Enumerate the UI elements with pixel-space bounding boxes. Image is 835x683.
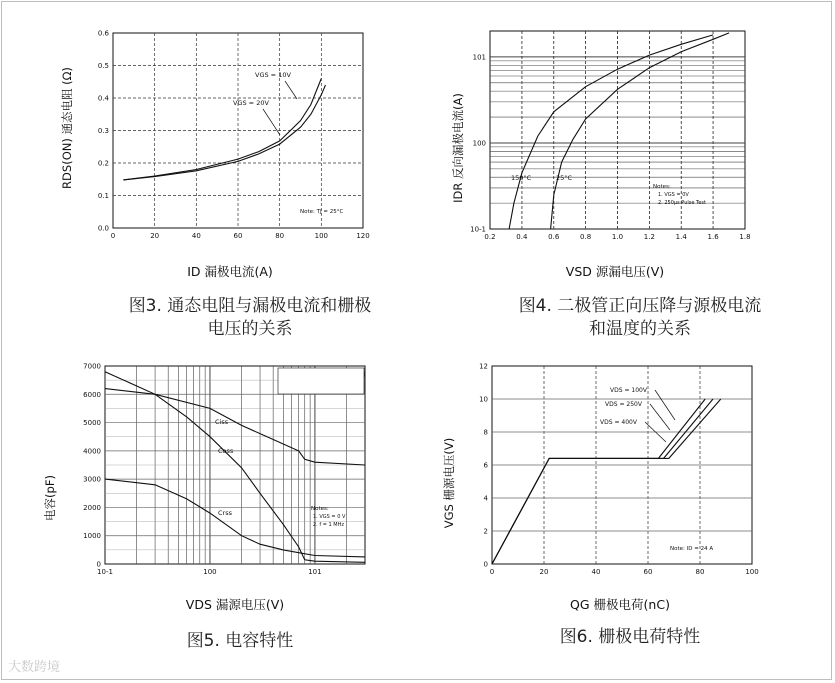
x-tick-label: 0.2 bbox=[484, 233, 496, 241]
y-tick-label: 0 bbox=[483, 560, 488, 569]
y-tick-label: 2 bbox=[483, 527, 488, 536]
x-tick-label: 1.6 bbox=[707, 233, 719, 241]
chart-rdson-vs-id bbox=[85, 25, 385, 240]
x-tick-label: 0.6 bbox=[548, 233, 560, 241]
x-tick-label: 0 bbox=[489, 568, 495, 576]
fig5-ylabel: 电容(pF) bbox=[43, 475, 57, 521]
annotation: Notes: bbox=[653, 184, 671, 190]
annotation: 150°C bbox=[511, 174, 532, 182]
y-tick-label: 0.4 bbox=[97, 94, 109, 103]
y-tick-label: 2000 bbox=[83, 503, 101, 512]
fig4-ylabel: IDR 反向漏极电流(A) bbox=[451, 93, 465, 203]
annotation: Note: ID = 24 A bbox=[670, 546, 714, 552]
x-tick-label: 80 bbox=[275, 232, 285, 240]
x-tick-label: 100 bbox=[314, 232, 329, 240]
y-tick-label: 6000 bbox=[83, 390, 101, 399]
y-tick-label: 1000 bbox=[83, 532, 101, 541]
x-tick-label: 40 bbox=[591, 568, 601, 576]
y-tick-label: 0.5 bbox=[97, 62, 109, 70]
annotation: Notes: bbox=[311, 506, 329, 512]
x-tick-label: 10-1 bbox=[97, 568, 113, 576]
y-tick-label: 12 bbox=[479, 362, 488, 371]
x-tick-label: 120 bbox=[356, 232, 370, 240]
chart-gate-charge bbox=[470, 360, 770, 585]
fig3-xlabel: ID 漏极电流(A) bbox=[187, 264, 273, 279]
annotation: VGS = 20V bbox=[233, 99, 269, 107]
x-tick-label: 100 bbox=[203, 568, 217, 576]
y-tick-label: 0.1 bbox=[97, 192, 109, 200]
fig3-caption: 图3. 通态电阻与漏极电流和栅极 电压的关系 bbox=[128, 296, 372, 339]
y-tick-label: 8 bbox=[483, 428, 488, 437]
x-tick-label: 60 bbox=[233, 232, 243, 240]
chart-capacitance bbox=[75, 360, 380, 585]
y-tick-label: 7000 bbox=[83, 362, 101, 371]
x-tick-label: 60 bbox=[643, 568, 653, 576]
fig6-xlabel: QG 栅极电荷(nC) bbox=[570, 597, 670, 612]
y-tick-label: 3000 bbox=[83, 475, 101, 484]
annotation: VGS = 10V bbox=[255, 71, 291, 79]
legend-box bbox=[278, 368, 364, 394]
x-tick-label: 20 bbox=[539, 568, 549, 576]
fig6-ylabel: VGS 栅源电压(V) bbox=[442, 437, 456, 529]
annotation: Coss bbox=[218, 447, 234, 455]
x-tick-label: 20 bbox=[150, 232, 160, 240]
x-tick-label: 0 bbox=[110, 232, 116, 240]
y-tick-label: 4000 bbox=[83, 447, 101, 456]
annotation: 25°C bbox=[556, 174, 573, 182]
annotation: VDS = 400V bbox=[600, 419, 637, 426]
y-tick-label: 6 bbox=[483, 461, 488, 470]
fig4-xlabel: VSD 源漏电压(V) bbox=[565, 264, 665, 279]
annotation: VDS = 100V bbox=[610, 387, 647, 394]
y-tick-label: 0.3 bbox=[97, 127, 109, 135]
annotation: 1. VGS = 0 V bbox=[313, 514, 346, 520]
y-tick-label: 10 bbox=[479, 395, 488, 404]
y-tick-label: 100 bbox=[472, 139, 486, 148]
watermark: 大数跨境 bbox=[8, 660, 61, 675]
annotation: VDS = 250V bbox=[605, 401, 642, 408]
x-tick-label: 1.2 bbox=[643, 233, 655, 241]
x-tick-label: 80 bbox=[695, 568, 705, 576]
annotation: 2. 250μs Pulse Test bbox=[658, 200, 706, 206]
annotation: Note: TJ = 25°C bbox=[300, 209, 344, 215]
annotation: Ciss bbox=[215, 418, 229, 426]
annotation: 2. f = 1 MHz bbox=[313, 522, 344, 528]
x-tick-label: 101 bbox=[308, 568, 322, 576]
x-tick-label: 1.8 bbox=[739, 233, 751, 241]
y-tick-label: 0.2 bbox=[97, 159, 109, 168]
x-tick-label: 1.0 bbox=[611, 233, 624, 241]
x-tick-label: 40 bbox=[191, 232, 201, 240]
fig4-caption: 图4. 二极管正向压降与源极电流 和温度的关系 bbox=[518, 296, 762, 339]
y-tick-label: 0.6 bbox=[97, 29, 109, 38]
annotation: 1. VGS = 0V bbox=[658, 192, 689, 198]
fig3-ylabel: RDS(ON) 通态电阻 (Ω) bbox=[60, 67, 74, 189]
y-tick-label: 4 bbox=[483, 494, 488, 503]
y-tick-label: 0 bbox=[96, 560, 101, 569]
x-tick-label: 0.8 bbox=[580, 233, 592, 241]
fig6-caption: 图6. 栅极电荷特性 bbox=[559, 627, 701, 647]
fig5-xlabel: VDS 漏源电压(V) bbox=[185, 597, 285, 612]
x-tick-label: 100 bbox=[745, 568, 759, 576]
y-tick-label: 5000 bbox=[83, 419, 101, 428]
fig5-caption: 图5. 电容特性 bbox=[186, 631, 294, 651]
x-tick-label: 1.4 bbox=[675, 233, 687, 241]
x-tick-label: 0.4 bbox=[516, 233, 528, 241]
chart-idr-vs-vsd bbox=[470, 25, 768, 245]
y-tick-label: 0.0 bbox=[97, 224, 109, 233]
y-tick-label: 101 bbox=[472, 53, 486, 62]
y-tick-label: 10-1 bbox=[470, 225, 486, 234]
annotation: Crss bbox=[218, 509, 232, 517]
